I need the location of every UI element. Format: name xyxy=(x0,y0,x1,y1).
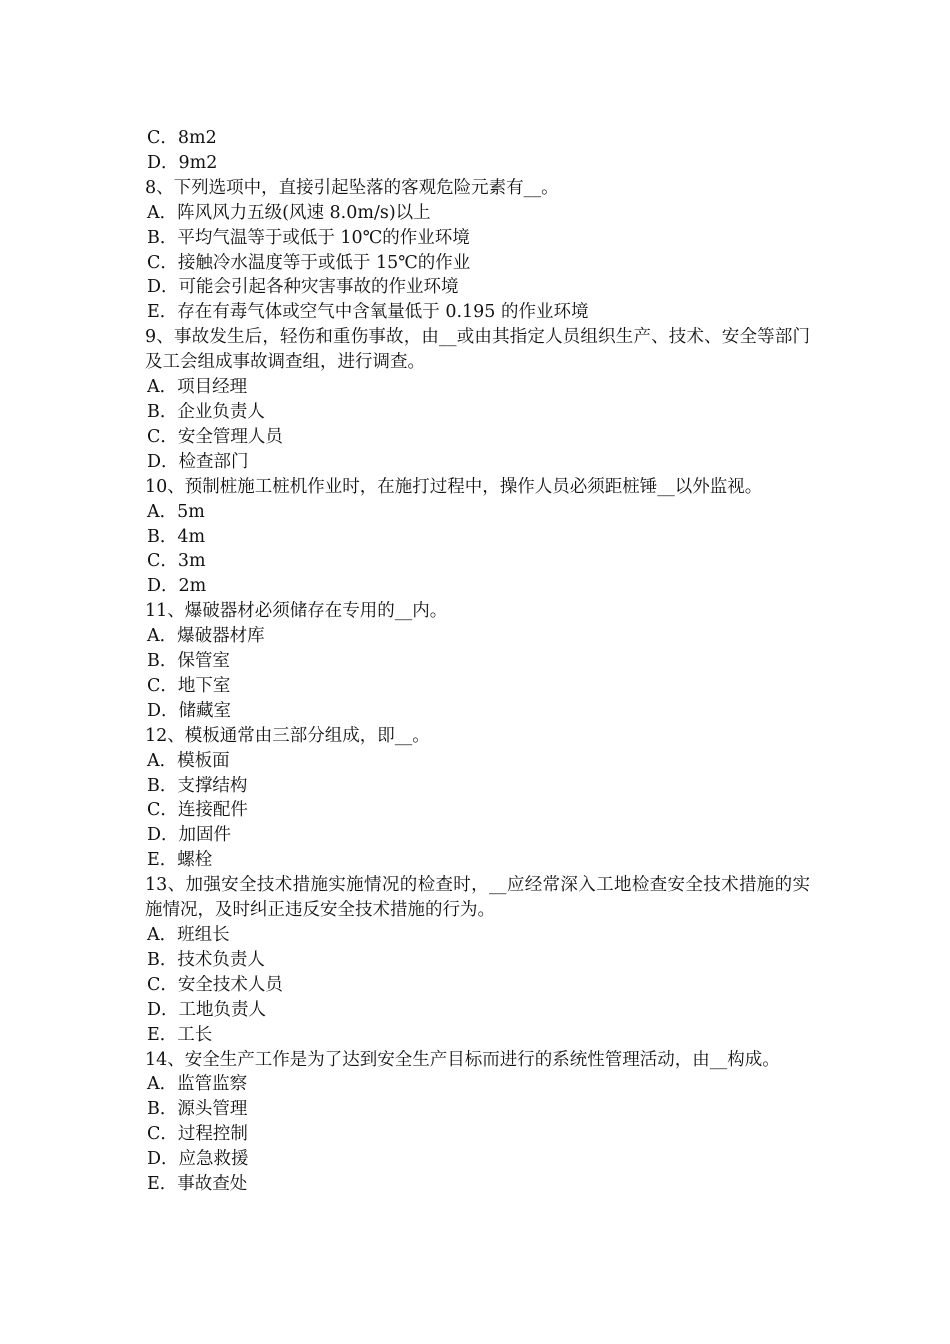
option-c: C．安全管理人员 xyxy=(147,426,283,447)
option-a: A．5m xyxy=(147,501,205,522)
option-d: D．应急救援 xyxy=(147,1149,249,1170)
option-a: A．模板面 xyxy=(147,750,230,771)
question-10 xyxy=(145,475,810,600)
option-c: C．8m2 xyxy=(147,128,217,148)
option-b: B．平均气温等于或低于 10℃的作业环境 xyxy=(147,227,470,248)
question-11 xyxy=(145,599,810,724)
option-c: C．接触冷水温度等于或低于 15℃的作业 xyxy=(147,252,471,273)
option-a: A．阵风风力五级(风速 8.0m/s)以上 xyxy=(147,202,431,223)
question-stem: 13、加强安全技术措施实施情况的检查时，__应经常深入工地检查安全技术措施的实施情况，及时纠正违反安全技术措施的行为。 xyxy=(145,875,810,921)
option-d: D．可能会引起各种灾害事故的作业环境 xyxy=(147,277,459,298)
option-c: C．安全技术人员 xyxy=(147,974,283,995)
option-e: E．螺栓 xyxy=(147,850,213,871)
option-a: A．爆破器材库 xyxy=(147,626,265,647)
option-b: B．支撑结构 xyxy=(147,775,248,796)
question-12 xyxy=(145,724,810,873)
option-e: E．事故查处 xyxy=(147,1174,248,1195)
option-a: A．班组长 xyxy=(147,925,230,945)
question-stem: 10、预制桩施工桩机作业时，在施打过程中，操作人员必须距桩锤__以外监视。 xyxy=(145,476,763,497)
question-stem: 14、安全生产工作是为了达到安全生产目标而进行的系统性管理活动，由__构成。 xyxy=(145,1049,780,1070)
option-b: B．源头管理 xyxy=(147,1099,248,1120)
option-e: E．工长 xyxy=(147,1024,213,1045)
question-stem: 8、下列选项中，直接引起坠落的客观危险元素有__。 xyxy=(145,177,559,198)
option-d: D．2m xyxy=(147,576,207,597)
option-a: A．监管监察 xyxy=(147,1074,248,1095)
option-d: D．工地负责人 xyxy=(147,999,267,1020)
option-b: B．保管室 xyxy=(147,651,230,672)
option-e: E．存在有毒气体或空气中含氧量低于 0.195 的作业环境 xyxy=(147,302,589,323)
option-c: C．连接配件 xyxy=(147,800,248,821)
option-b: B．4m xyxy=(147,526,206,547)
option-d: D．储藏室 xyxy=(147,700,232,721)
option-b: B．企业负责人 xyxy=(147,401,265,422)
option-d: D．检查部门 xyxy=(147,451,249,472)
question-list xyxy=(145,126,810,1197)
question-8 xyxy=(145,176,810,325)
option-d: D．9m2 xyxy=(147,152,218,173)
option-c: C．3m xyxy=(147,551,206,572)
question-14 xyxy=(145,1048,810,1197)
continuation-options xyxy=(145,126,810,176)
option-c: C．过程控制 xyxy=(147,1124,248,1145)
question-13 xyxy=(145,873,810,1047)
option-d: D．加固件 xyxy=(147,825,232,846)
question-9 xyxy=(145,325,810,474)
option-a: A．项目经理 xyxy=(147,377,248,398)
question-stem: 9、事故发生后，轻伤和重伤事故，由__或由其指定人员组织生产、技术、安全等部门及工会组成事故调查组，进行调查。 xyxy=(145,327,810,373)
option-b: B．技术负责人 xyxy=(147,949,265,970)
question-stem: 12、模板通常由三部分组成，即__。 xyxy=(145,725,430,746)
option-c: C．地下室 xyxy=(147,675,231,696)
question-stem: 11、爆破器材必须储存在专用的__内。 xyxy=(145,601,448,622)
